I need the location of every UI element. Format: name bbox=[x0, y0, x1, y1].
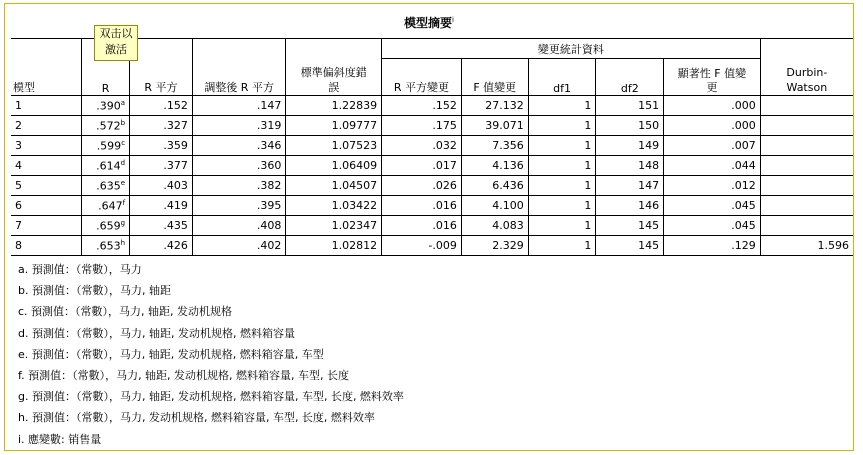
cell-se: 1.07523 bbox=[286, 136, 382, 156]
cell-r: .572$^b$ bbox=[82, 116, 130, 136]
footnote-item: e. 預測值：（常數），马力, 轴距, 发动机规格, 燃料箱容量, 车型 bbox=[18, 347, 324, 361]
cell-sig: .012 bbox=[664, 176, 761, 196]
cell-r: .390$^a$ bbox=[82, 96, 130, 116]
cell-sig: .000 bbox=[664, 96, 761, 116]
cell-fc: 4.136 bbox=[461, 156, 528, 176]
cell-r_sq: .419 bbox=[130, 196, 193, 216]
cell-model: 2 bbox=[11, 116, 82, 136]
cell-rsc: .175 bbox=[382, 116, 462, 136]
cell-fc: 4.100 bbox=[461, 196, 528, 216]
cell-r_sq: .435 bbox=[130, 216, 193, 236]
cell-r_sq: .426 bbox=[130, 236, 193, 256]
table-row bbox=[11, 236, 853, 256]
col-model: 模型 bbox=[11, 39, 82, 96]
cell-adj: .319 bbox=[192, 116, 286, 136]
cell-dw bbox=[760, 156, 853, 176]
cell-adj: .360 bbox=[192, 156, 286, 176]
cell-df1: 1 bbox=[528, 236, 596, 256]
cell-df2: 149 bbox=[596, 136, 664, 156]
cell-df1: 1 bbox=[528, 96, 596, 116]
table-row bbox=[11, 116, 853, 136]
cell-se: 1.03422 bbox=[286, 196, 382, 216]
cell-model: 6 bbox=[11, 196, 82, 216]
cell-r: .653$^h$ bbox=[82, 236, 130, 256]
footnote-item: h. 預測值：（常數），马力, 发动机规格, 燃料箱容量, 车型, 长度, 燃料效率 bbox=[18, 411, 375, 425]
cell-df2: 146 bbox=[596, 196, 664, 216]
cell-sig: .045 bbox=[664, 216, 761, 236]
footnote-item: i. 應變數: 销售量 bbox=[18, 432, 102, 446]
footnote-item: d. 預測值：（常數），马力, 轴距, 发动机规格, 燃料箱容量 bbox=[18, 326, 295, 340]
cell-dw: 1.596 bbox=[760, 236, 853, 256]
footnote-item: a. 預測值：（常數），马力 bbox=[18, 263, 142, 276]
cell-df2: 145 bbox=[596, 236, 664, 256]
cell-se: 1.06409 bbox=[286, 156, 382, 176]
cell-model: 4 bbox=[11, 156, 82, 176]
cell-se: 1.04507 bbox=[286, 176, 382, 196]
table-row bbox=[11, 176, 853, 196]
model-summary-table bbox=[11, 38, 853, 256]
cell-r_sq: .152 bbox=[130, 96, 193, 116]
group-change-statistics: 變更統計資料 bbox=[382, 39, 761, 59]
cell-dw bbox=[760, 216, 853, 236]
cell-model: 8 bbox=[11, 236, 82, 256]
cell-r: .635e bbox=[82, 176, 130, 196]
cell-dw bbox=[760, 136, 853, 156]
table-row bbox=[11, 216, 853, 236]
cell-adj: .382 bbox=[192, 176, 286, 196]
cell-fc: 6.436 bbox=[461, 176, 528, 196]
col-r-square: R 平方 bbox=[130, 39, 193, 96]
col-sig-f-change: 顯著性 F 值變 更 bbox=[664, 59, 761, 96]
cell-dw bbox=[760, 196, 853, 216]
col-df1: df1 bbox=[528, 59, 596, 96]
cell-r_sq: .327 bbox=[130, 116, 193, 136]
cell-adj: .408 bbox=[192, 216, 286, 236]
activate-tooltip: 双击以 激活 bbox=[94, 25, 138, 61]
cell-df1: 1 bbox=[528, 116, 596, 136]
cell-df1: 1 bbox=[528, 136, 596, 156]
cell-sig: .007 bbox=[664, 136, 761, 156]
cell-adj: .346 bbox=[192, 136, 286, 156]
cell-rsc: .152 bbox=[382, 96, 462, 116]
table-row bbox=[11, 196, 853, 216]
cell-dw bbox=[760, 176, 853, 196]
cell-df1: 1 bbox=[528, 216, 596, 236]
cell-rsc: .016 bbox=[382, 196, 462, 216]
cell-df2: 150 bbox=[596, 116, 664, 136]
cell-fc: 2.329 bbox=[461, 236, 528, 256]
col-df2: df2 bbox=[596, 59, 664, 96]
cell-rsc: .016 bbox=[382, 216, 462, 236]
cell-r_sq: .403 bbox=[130, 176, 193, 196]
cell-r_sq: .377 bbox=[130, 156, 193, 176]
cell-fc: 7.356 bbox=[461, 136, 528, 156]
col-f-change: F 值變更 bbox=[461, 59, 528, 96]
cell-df1: 1 bbox=[528, 196, 596, 216]
output-table-frame[interactable] bbox=[4, 3, 854, 451]
cell-dw bbox=[760, 116, 853, 136]
cell-sig: .000 bbox=[664, 116, 761, 136]
footnote-item: b. 預測值：（常數），马力, 轴距 bbox=[18, 284, 171, 298]
cell-df1: 1 bbox=[528, 176, 596, 196]
cell-rsc: -.009 bbox=[382, 236, 462, 256]
cell-r: .647$^f$ bbox=[82, 196, 130, 216]
cell-fc: 27.132 bbox=[461, 96, 528, 116]
cell-fc: 4.083 bbox=[461, 216, 528, 236]
table-row bbox=[11, 96, 853, 116]
table-row bbox=[11, 156, 853, 176]
cell-model: 3 bbox=[11, 136, 82, 156]
cell-adj: .395 bbox=[192, 196, 286, 216]
cell-r: .599$^c$ bbox=[82, 136, 130, 156]
cell-dw bbox=[760, 96, 853, 116]
cell-df2: 148 bbox=[596, 156, 664, 176]
cell-model: 1 bbox=[11, 96, 82, 116]
cell-sig: .129 bbox=[664, 236, 761, 256]
cell-se: 1.09777 bbox=[286, 116, 382, 136]
cell-r_sq: .359 bbox=[130, 136, 193, 156]
cell-fc: 39.071 bbox=[461, 116, 528, 136]
cell-sig: .044 bbox=[664, 156, 761, 176]
cell-se: 1.02812 bbox=[286, 236, 382, 256]
cell-r: .659$^g$ bbox=[82, 216, 130, 236]
footnotes bbox=[18, 259, 404, 450]
col-r: R bbox=[82, 39, 130, 96]
cell-rsc: .017 bbox=[382, 156, 462, 176]
col-durbin-watson: Durbin- Watson bbox=[760, 39, 853, 96]
footnote-item: f. 預測值：（常數），马力, 轴距, 发动机规格, 燃料箱容量, 车型, 长度 bbox=[18, 368, 350, 382]
cell-r: .614$^d$ bbox=[82, 156, 130, 176]
cell-df1: 1 bbox=[528, 156, 596, 176]
cell-se: 1.22839 bbox=[286, 96, 382, 116]
cell-rsc: .032 bbox=[382, 136, 462, 156]
cell-sig: .045 bbox=[664, 196, 761, 216]
cell-rsc: .026 bbox=[382, 176, 462, 196]
table-row bbox=[11, 136, 853, 156]
cell-se: 1.02347 bbox=[286, 216, 382, 236]
cell-model: 7 bbox=[11, 216, 82, 236]
cell-adj: .147 bbox=[192, 96, 286, 116]
cell-df2: 147 bbox=[596, 176, 664, 196]
cell-df2: 151 bbox=[596, 96, 664, 116]
col-std-error: 標準偏斜度錯 誤 bbox=[286, 39, 382, 96]
col-r-square-change: R 平方變更 bbox=[382, 59, 462, 96]
footnote-item: c. 預測值：（常數），马力, 轴距, 发动机规格 bbox=[18, 305, 233, 319]
cell-adj: .402 bbox=[192, 236, 286, 256]
table-title: 模型摘要$^i$ bbox=[404, 16, 454, 30]
cell-df2: 145 bbox=[596, 216, 664, 236]
col-adj-r-square: 調整後 R 平方 bbox=[192, 39, 286, 96]
cell-model: 5 bbox=[11, 176, 82, 196]
footnote-item: g. 預測值：（常數），马力, 轴距, 发动机规格, 燃料箱容量, 车型, 长度, 燃料效率 bbox=[18, 390, 404, 404]
